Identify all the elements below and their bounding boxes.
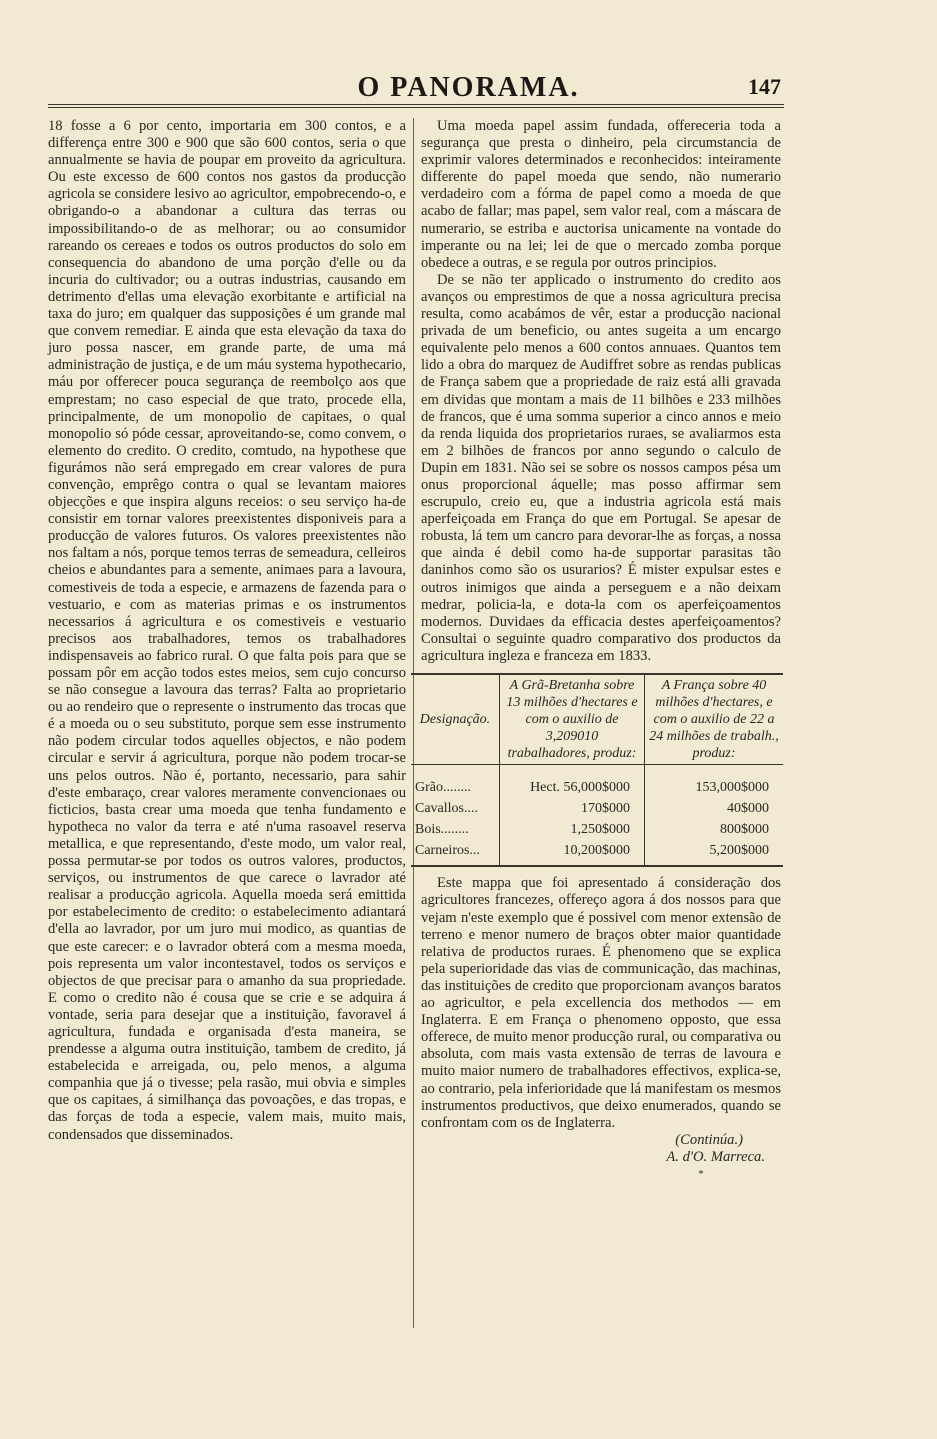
table-header-gb: A Grã-Bretanha sobre 13 milhões d'hectares e com o auxilio de 3,209010 trabalhadores, produz: bbox=[500, 674, 645, 765]
left-column-text: 18 fosse a 6 por cento, importaria em 300 contos, e a differença entre 300 e 900 que são 600 contos, seria o que annualmente se havia de poupar em proveito da agricultura. Ou este excesso de 600 contos nos gastos da producção agricola se considere lesivo ao agricultor, empobrecendo-o, e obrigando-o a abandonar a cultura das terras ou impossibilitando-o de as melhorar; ou ao consumidor rareando os cereaes e todos os outros productos do solo em consequencia do abandono de uma porção d'elle ou da incuria do cultivador; ou a outras industrias, causando em detrimento d'ellas uma elevação exorbitante e artificial na taxa do juro; em qualquer das supposições é um grande mal que convem remediar. E ainda que esta elevação da taxa do juro possa nascer, em grande parte, de uma má administração de justiça, e de um máu systema hypothecario, máu por offerecer pouca segurança de reembolço aos que emprestam; no caso especial de que trato, procede ella, principalmente, de um monopolio de capitaes, o qual monopolio só póde cessar, aproveitando-se, como convem, o elemento do credito. O credito, comtudo, na hypothese que figurámos não será empregado em crear valores de pura convenção, emprêgo contra o qual se levantam maiores objecções e que inspira alguns receios: o seu serviço ha-de consistir em tornar valores preexistentes disponiveis para a producção de valores futuros. Os valores preexistentes não nos faltam a nós, porque temos terras de semeadura, celleiros cheios e abundantes para a semente, animaes para a lavoura, comestiveis de toda a especie, e armazens de fazenda para o vestuario, e com as materias primas e os instrumentos necessarios á agricultura e os comestiveis e vestuario precisos aos trabalhadores, temos os trabalhadores indispensaveis ao fabrico rural. O que falta pois para que se possam pôr em acção todos estes meios, sem cujo concurso se não consegue a lavoura das terras? Falta ao proprietario ou ao rendeiro que o represente o instrumento das trocas que é a moeda ou o seu substituto, porque sem esse instrumento não podem circular todos aquelles objectos, e não podem circular e servir á agricultura, porque não podem trocar-se uns pelos outros. Não é, portanto, necessario, para sahir d'este embaraço, crear valores meramente convencionaes ou ficticios, basta crear uma moeda que tenha fundamento e hypotheca no valor da terra e até n'uma rasoavel reserva metallica, e que representando, d'este modo, um valor real, possa permutar-se por todos os outros valores, productos, serviços, ou instrumentos de que carece o lavrador até realisar a producção agricola. Aquella moeda será emittida por estabelecimento de credito: o estabelecimento adiantará d'ella ao lavrador, por um juro mui modico, as quantias de que este carecer: e o lavrador obterá com a mesma moeda, pois representa um valor incontestavel, todos os serviços e objectos de que precisar para o amanho da sua propriedade. E como o credito não é cousa que se crie e se adquira á vontade, seria para desejar que a instituição, favoravel á agricultura, fundada e organisada d'esta maneira, se prendesse a alguma outra instituição, tambem de credito, já estabelecida e arreigada, ou, pelo menos, a alguma companhia que já o tivesse; pela rasão, mui obvia e simples que os capitaes, á similhança das povoações, e das tropas, e das forças de toda a especie, valem mais, muito mais, condensados que disseminados. bbox=[48, 118, 406, 1143]
gb-value: 170$000 bbox=[500, 798, 645, 819]
star-ornament: * bbox=[698, 1167, 704, 1180]
paragraph-moeda-papel: Uma moeda papel assim fundada, offereceria toda a segurança que presta o dinheiro, pela circumstancia de exprimir valores determinados e reconhecidos: inteiramente differente do papel moeda que sendo, não numerario verdadeiro com a fórma de papel como a moeda de que acabo de fallar; mas papel, sem valor real, com a máscara de numerario, se estriba e auctorisa unicamente na vontade do imperante ou na lei; lei de que o mercado zomba porque obedece a outras, e se regula por outros principios. bbox=[421, 118, 781, 271]
table-header-fr: A França sobre 40 milhões d'hectares, e com o auxilio de 22 a 24 milhões de trabalh., produz: bbox=[645, 674, 784, 765]
header-rule-double bbox=[48, 107, 784, 108]
fr-value: 5,200$000 bbox=[645, 840, 784, 866]
gb-value: 1,250$000 bbox=[500, 819, 645, 840]
row-label: Carneiros... bbox=[411, 840, 500, 866]
right-column bbox=[415, 118, 781, 1183]
row-label: Cavallos.... bbox=[415, 801, 478, 817]
comparison-table bbox=[411, 673, 783, 867]
fr-value: 800$000 bbox=[645, 819, 784, 840]
table-row bbox=[411, 765, 783, 799]
table-row bbox=[411, 798, 783, 819]
gb-value: 10,200$000 bbox=[500, 840, 645, 866]
table-row bbox=[411, 819, 783, 840]
continua-note: (Continúa.) bbox=[675, 1131, 743, 1148]
fr-value: 40$000 bbox=[645, 798, 784, 819]
paragraph-credito: De se não ter applicado o instrumento do credito aos avanços ou emprestimos de que a nossa agricultura precisa resulta, como acabámos de vêr, estar a producção nacional privada de um beneficio, ou antes sugeita a um encargo equivalente pelo menos a 600 contos annuaes. Quantos tem lido a obra do marquez de Audiffret sobre as rendas publicas de França sabem que a propriedade de raiz está alli gravada em dividas que montam a mais de 11 bilhões e 233 milhões de francos, que é uma somma superior a cinco annos e meio da renda liquida dos proprietarios ruraes, se avaliarmos esta em 2 bilhões de francos por anno segundo o calculo de Dupin em 1831. Não sei se sobre os nossos campos pésa um onus proporcional áquelle; mas posso affirmar sem escrupulo, creio eu, que a industria agricola está mais aperfeiçoada em França do que em Portugal. Se apesar de robusta, lá tem um cancro para devorar-lhe as forças, a nossa que ainda é debil como ha-de supportar parasitas tão daninhos como são os usurarios? É mister expulsar estes e outros inimigos que ainda a perseguem e a não deixam medrar, policia-la, e dota-la com os aperfeiçoamentos modernos. Duvidaes da efficacia destes aperfeiçoamentos? Consultai o seguinte quadro comparativo dos productos da agricultura ingleza e franceza em 1833. bbox=[421, 271, 781, 664]
author-signature: A. d'O. Marreca. bbox=[666, 1148, 765, 1165]
row-label: Grão........ bbox=[415, 780, 471, 795]
header-rule bbox=[48, 104, 784, 105]
page-number: 147 bbox=[748, 74, 781, 99]
table-header-designacao: Designação. bbox=[411, 674, 500, 765]
paragraph-mappa: Este mappa que foi apresentado á consideração dos agricultores francezes, offereço agora á dos nossos para que vejam n'este exemplo que é possivel com menor extensão de terreno e menor numero de braços obter maior quantidade relativa de productos ruraes. É phenomeno que se explica pela superioridade das vias de communicação, das machinas, das instituições de credito que proporcionam avanços baratos ao agricultor, e pela excellencia dos methodos — em Inglaterra. E em França o phenomeno opposto, que essa offerece, de muito menor producção rural, ou comparativa ou absoluta, com mais vasta extensão de terras de lavoura e muito maior numero de trabalhadores effectivos, explica-se, ao contrario, pela inferioridade que lá manifestam os mesmos instrumentos productivos, que deixo enumerados, quando se confrontam com os de Inglaterra. bbox=[421, 875, 781, 1131]
left-column bbox=[48, 118, 406, 1144]
table-row bbox=[411, 840, 783, 866]
fr-value: 153,000$000 bbox=[645, 765, 784, 799]
page-title: O PANORAMA. bbox=[357, 72, 580, 103]
row-label: Bois........ bbox=[415, 822, 469, 838]
gb-value: Hect. 56,000$000 bbox=[500, 765, 645, 799]
